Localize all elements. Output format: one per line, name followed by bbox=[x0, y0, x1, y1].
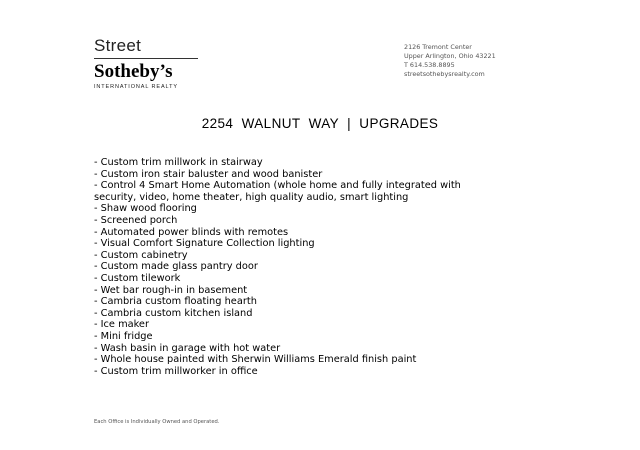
upgrade-item: - Ice maker bbox=[94, 319, 149, 331]
upgrade-item: - Custom cabinetry bbox=[94, 249, 188, 261]
upgrades-list bbox=[94, 157, 554, 377]
upgrade-item: - Cambria custom kitchen island bbox=[94, 307, 253, 319]
brand-logo bbox=[94, 36, 198, 90]
upgrade-item: - Visual Comfort Signature Collection lighting bbox=[94, 238, 315, 250]
logo-divider bbox=[94, 58, 198, 59]
upgrade-item: - Custom trim millwork in stairway bbox=[94, 157, 263, 168]
office-address-line2: Upper Arlington, Ohio 43221 bbox=[404, 52, 496, 60]
upgrade-item: - Custom made glass pantry door bbox=[94, 261, 258, 273]
office-contact-block bbox=[404, 43, 496, 79]
logo-street: Street bbox=[94, 36, 142, 55]
logo-international-realty: INTERNATIONAL REALTY bbox=[94, 84, 178, 90]
upgrade-item: - Whole house painted with Sherwin Williams Emerald finish paint bbox=[94, 354, 417, 366]
office-address-line1: 2126 Tremont Center bbox=[404, 43, 472, 51]
upgrade-item: - Wet bar rough-in in basement bbox=[94, 284, 248, 296]
upgrade-item: - Custom iron stair baluster and wood banister bbox=[94, 168, 323, 180]
upgrade-item: - Mini fridge bbox=[94, 330, 153, 342]
upgrade-item: - Custom trim millworker in office bbox=[94, 365, 258, 377]
upgrade-item: - Shaw wood flooring bbox=[94, 203, 197, 215]
upgrade-item: - Wash basin in garage with hot water bbox=[94, 342, 281, 354]
document-title: 2254 WALNUT WAY | UPGRADES bbox=[201, 116, 439, 131]
office-website: streetsothebysrealty.com bbox=[404, 70, 485, 78]
logo-sothebys: Sotheby’s bbox=[94, 61, 173, 82]
upgrade-item: - Control 4 Smart Home Automation (whole home and fully integrated with bbox=[94, 180, 461, 192]
upgrade-item: - Cambria custom floating hearth bbox=[94, 296, 257, 308]
upgrade-item: - Custom tilework bbox=[94, 272, 181, 284]
upgrade-item: - Screened porch bbox=[94, 214, 178, 226]
upgrade-item: security, video, home theater, high quality audio, smart lighting bbox=[94, 191, 409, 203]
office-phone: T 614.538.8895 bbox=[404, 61, 455, 69]
upgrade-item: - Automated power blinds with remotes bbox=[94, 226, 289, 238]
footer-disclaimer: Each Office is Individually Owned and Operated. bbox=[94, 419, 220, 425]
